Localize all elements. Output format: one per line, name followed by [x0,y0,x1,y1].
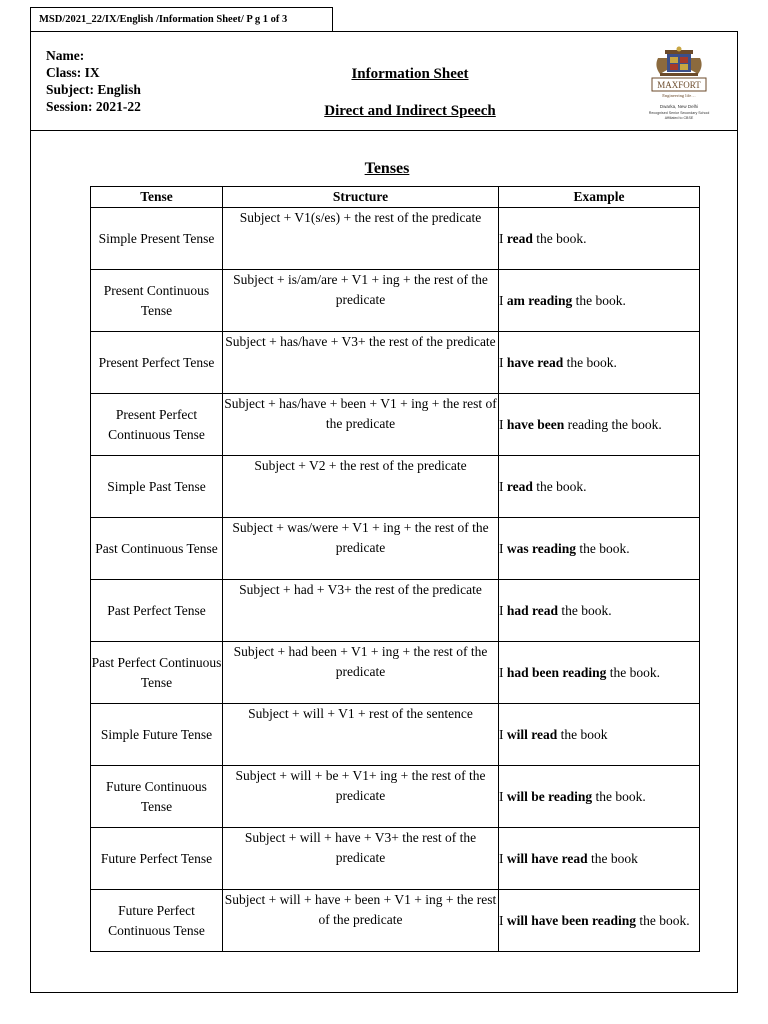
table-row [91,642,700,704]
logo-recognition: Recognised Senior Secondary School [648,111,710,115]
table-row [91,890,700,952]
tense-name: Present Perfect Tense [91,332,223,394]
school-logo [638,46,720,124]
logo-affiliation: Affiliated to CBSE [664,116,694,120]
example-verb: have been [506,416,565,432]
tense-name: Present Perfect Continuous Tense [91,394,223,456]
class-label: Class: IX [46,65,100,80]
logo-tagline: Engineering life… [662,93,696,98]
example-text: I [499,726,507,742]
logo-name: MAXFORT [657,80,701,90]
example-text: the book. [592,788,646,804]
table-row [91,270,700,332]
header-example: Example [499,187,700,208]
example-text: I [499,354,507,370]
tense-example [499,208,700,270]
tense-name: Past Continuous Tense [91,518,223,580]
example-text: the book. [576,540,630,556]
example-text: the book. [532,478,587,494]
tense-example [499,704,700,766]
example-text: I [499,602,507,618]
example-verb: will be reading [506,788,593,804]
example-verb: read [506,230,533,246]
example-text: I [499,416,507,432]
sheet-title: Information Sheet [351,66,469,82]
example-verb: will have been reading [506,912,637,928]
tense-structure: Subject + has/have + been + V1 + ing + the rest of the predicate [223,394,499,456]
subject-label: Subject: English [46,82,141,97]
example-text: the book. [636,912,690,928]
tense-example [499,890,700,952]
example-text: the book [587,850,638,866]
example-verb: will have read [506,850,588,866]
table-row [91,332,700,394]
example-text: I [499,540,507,556]
example-text: I [499,912,507,928]
tense-example [499,518,700,580]
section-title: Tenses [364,160,410,177]
example-verb: have read [506,354,564,370]
example-text: the book. [563,354,617,370]
table-row [91,828,700,890]
example-text: I [499,230,507,246]
tense-structure: Subject + will + be + V1+ ing + the rest of the predicate [223,766,499,828]
tense-structure: Subject + will + have + V3+ the rest of the predicate [223,828,499,890]
tense-example [499,332,700,394]
table-row [91,580,700,642]
header-structure: Structure [223,187,499,208]
table-row [91,704,700,766]
tense-name: Simple Present Tense [91,208,223,270]
table-body [91,208,700,952]
example-text: the book. [558,602,612,618]
example-text: I [499,850,507,866]
tense-structure: Subject + is/am/are + V1 + ing + the rest of the predicate [223,270,499,332]
sheet-subtitle: Direct and Indirect Speech [324,103,496,119]
example-text: the book. [572,292,626,308]
name-label: Name: [46,48,85,63]
tense-name: Past Perfect Tense [91,580,223,642]
tense-name: Present Continuous Tense [91,270,223,332]
tense-structure: Subject + was/were + V1 + ing + the rest of the predicate [223,518,499,580]
tense-name: Future Perfect Continuous Tense [91,890,223,952]
example-text: I [499,788,507,804]
tenses-table [90,186,700,952]
example-text: I [499,664,507,680]
table-row [91,456,700,518]
tense-example [499,394,700,456]
example-verb: had read [506,602,559,618]
example-text: I [499,478,507,494]
example-verb: read [506,478,533,494]
tense-example [499,580,700,642]
table-row [91,208,700,270]
tense-example [499,270,700,332]
table-row [91,766,700,828]
tense-structure: Subject + V2 + the rest of the predicate [223,456,499,518]
table-header-row [91,187,700,208]
session-label: Session: 2021-22 [46,99,141,114]
example-verb: was reading [506,540,577,556]
example-text: the book. [532,230,587,246]
table-row [91,518,700,580]
header-divider [30,130,738,131]
document-code: MSD/2021_22/IX/English /Information Sheet/ P g 1 of 3 [30,7,333,31]
tense-structure: Subject + had + V3+ the rest of the predicate [223,580,499,642]
tense-structure: Subject + V1(s/es) + the rest of the predicate [223,208,499,270]
example-verb: will read [506,726,558,742]
tense-structure: Subject + has/have + V3+ the rest of the predicate [223,332,499,394]
example-text: the book [557,726,608,742]
example-text: reading the book. [564,416,662,432]
tense-example [499,456,700,518]
tense-structure: Subject + will + V1 + rest of the sentence [223,704,499,766]
tense-name: Past Perfect Continuous Tense [91,642,223,704]
tense-example [499,828,700,890]
tense-name: Simple Future Tense [91,704,223,766]
tense-name: Future Continuous Tense [91,766,223,828]
header-tense: Tense [91,187,223,208]
example-text: the book. [606,664,661,680]
table-row [91,394,700,456]
tense-example [499,642,700,704]
example-verb: am reading [506,292,573,308]
tense-name: Future Perfect Tense [91,828,223,890]
example-text: I [499,292,507,308]
tense-structure: Subject + will + have + been + V1 + ing + the rest of the predicate [223,890,499,952]
tense-example [499,766,700,828]
tense-structure: Subject + had been + V1 + ing + the rest of the predicate [223,642,499,704]
logo-location: Dwarka, New Delhi [659,104,699,109]
tense-name: Simple Past Tense [91,456,223,518]
example-verb: had been reading [506,664,607,680]
